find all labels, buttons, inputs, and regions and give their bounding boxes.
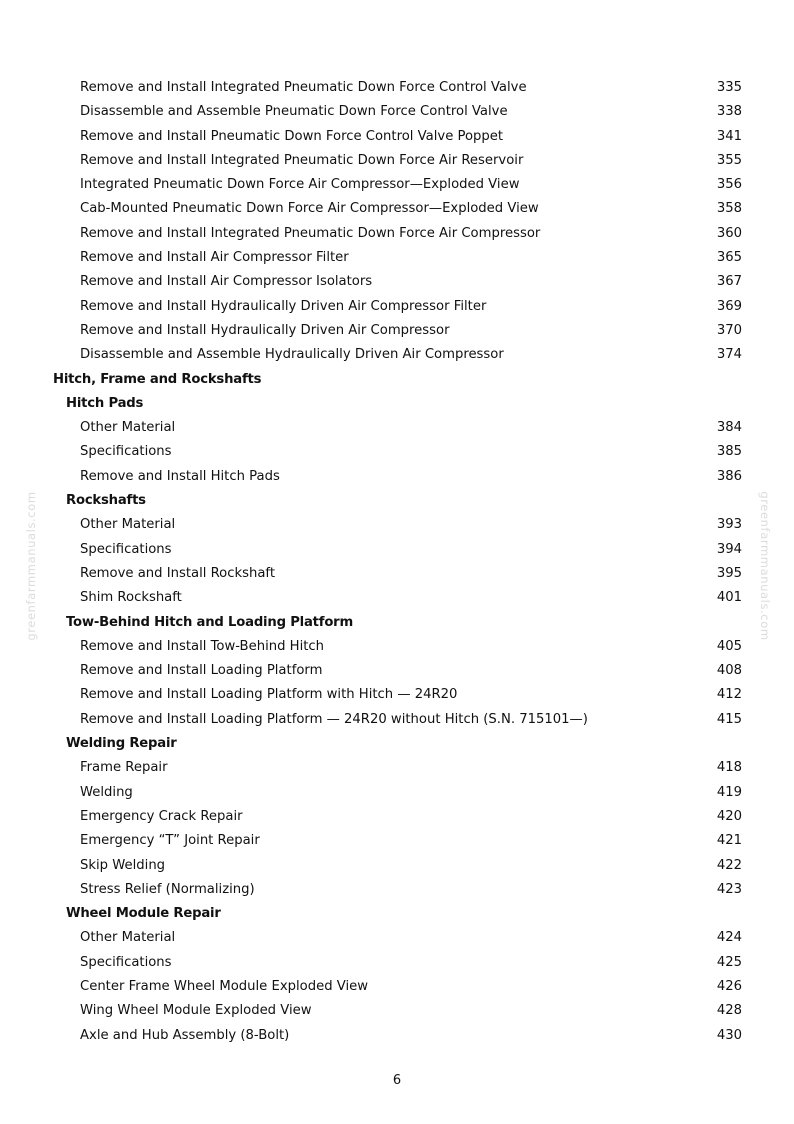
toc-entry-title: Hitch, Frame and Rockshafts xyxy=(53,371,262,387)
toc-entry[interactable] xyxy=(0,562,794,586)
toc-entry-page: 341 xyxy=(716,128,742,144)
toc-entry[interactable] xyxy=(0,173,794,197)
toc-entry-page: 384 xyxy=(716,420,742,436)
toc-entry[interactable] xyxy=(0,440,794,464)
toc-entry-title: Integrated Pneumatic Down Force Air Compressor—Exploded View xyxy=(80,177,520,193)
toc-entry-page: 369 xyxy=(716,298,742,314)
toc-entry[interactable] xyxy=(0,683,794,707)
toc-entry[interactable] xyxy=(0,951,794,975)
toc-entry[interactable] xyxy=(0,878,794,902)
toc-entry-title: Disassemble and Assemble Hydraulically Driven Air Compressor xyxy=(80,347,504,363)
toc-entry-title: Remove and Install Loading Platform xyxy=(80,663,323,679)
toc-entry-page: 415 xyxy=(716,711,742,727)
toc-entry[interactable] xyxy=(0,781,794,805)
toc-entry-page: 428 xyxy=(716,1003,742,1019)
toc-entry-title: Axle and Hub Assembly (8-Bolt) xyxy=(80,1027,290,1043)
toc-entry-page: 408 xyxy=(716,663,742,679)
toc-entry-title: Remove and Install Hydraulically Driven Air Compressor xyxy=(80,322,450,338)
toc-entry-title: Remove and Install Pneumatic Down Force Control Valve Poppet xyxy=(80,128,504,144)
toc-entry-title: Remove and Install Hydraulically Driven Air Compressor Filter xyxy=(80,298,487,314)
toc-entry-title: Shim Rockshaft xyxy=(80,590,182,606)
toc-entry-title: Tow-Behind Hitch and Loading Platform xyxy=(66,614,354,630)
toc-subsection-heading[interactable] xyxy=(0,611,794,635)
toc-entry-title: Specifications xyxy=(80,954,172,970)
toc-entry-title: Emergency “T” Joint Repair xyxy=(80,833,260,849)
toc-entry-title: Other Material xyxy=(80,930,176,946)
toc-entry[interactable] xyxy=(0,343,794,367)
toc-entry-title: Hitch Pads xyxy=(66,395,144,411)
toc-entry-page: 422 xyxy=(716,857,742,873)
toc-entry-title: Welding Repair xyxy=(66,736,177,752)
toc-entry-page: 421 xyxy=(716,833,742,849)
toc-entry-title: Remove and Install Integrated Pneumatic Down Force Air Compressor xyxy=(80,225,541,241)
toc-entry[interactable] xyxy=(0,635,794,659)
toc-entry-title: Disassemble and Assemble Pneumatic Down Force Control Valve xyxy=(80,104,508,120)
toc-entry-page: 401 xyxy=(716,590,742,606)
toc-entry-page: 338 xyxy=(716,104,742,120)
toc-entry[interactable] xyxy=(0,756,794,780)
toc-entry[interactable] xyxy=(0,100,794,124)
toc-entry[interactable] xyxy=(0,586,794,610)
toc-entry-page: 355 xyxy=(716,152,742,168)
toc-entry-title: Remove and Install Loading Platform with Hitch — 24R20 xyxy=(80,687,458,703)
toc-entry[interactable] xyxy=(0,538,794,562)
toc-entry-title: Remove and Install Rockshaft xyxy=(80,565,276,581)
toc-entry-title: Other Material xyxy=(80,517,176,533)
toc-subsection-heading[interactable] xyxy=(0,392,794,416)
toc-entry-page: 426 xyxy=(716,978,742,994)
toc-entry-page: 394 xyxy=(716,541,742,557)
toc-entry-page: 374 xyxy=(716,347,742,363)
toc-entry-title: Specifications xyxy=(80,444,172,460)
toc-entry-title: Wheel Module Repair xyxy=(66,906,221,922)
toc-entry[interactable] xyxy=(0,465,794,489)
toc-entry[interactable] xyxy=(0,659,794,683)
toc-entry-page: 395 xyxy=(716,565,742,581)
table-of-contents xyxy=(0,76,794,1048)
toc-entry[interactable] xyxy=(0,1024,794,1048)
toc-entry[interactable] xyxy=(0,197,794,221)
toc-entry[interactable] xyxy=(0,513,794,537)
toc-entry-page: 360 xyxy=(716,225,742,241)
page-number: 6 xyxy=(392,1073,402,1088)
toc-entry-title: Remove and Install Integrated Pneumatic Down Force Air Reservoir xyxy=(80,152,524,168)
toc-subsection-heading[interactable] xyxy=(0,732,794,756)
toc-entry-page: 335 xyxy=(716,80,742,95)
toc-entry[interactable] xyxy=(0,975,794,999)
toc-entry-page: 420 xyxy=(716,808,742,824)
toc-entry-title: Stress Relief (Normalizing) xyxy=(80,881,255,897)
toc-entry-page: 412 xyxy=(716,687,742,703)
toc-entry[interactable] xyxy=(0,926,794,950)
toc-entry-title: Emergency Crack Repair xyxy=(80,808,243,824)
watermark-right: greenfarmmanuals.com xyxy=(758,491,772,641)
toc-entry-title: Frame Repair xyxy=(80,760,168,776)
toc-entry[interactable] xyxy=(0,149,794,173)
watermark-left: greenfarmmanuals.com xyxy=(24,491,38,641)
toc-entry-title: Center Frame Wheel Module Exploded View xyxy=(80,978,369,994)
toc-entry-title: Remove and Install Air Compressor Isolators xyxy=(80,274,373,290)
toc-entry-page: 425 xyxy=(716,954,742,970)
toc-entry[interactable] xyxy=(0,246,794,270)
toc-entry[interactable] xyxy=(0,222,794,246)
toc-entry[interactable] xyxy=(0,319,794,343)
toc-entry[interactable] xyxy=(0,125,794,149)
toc-entry-title: Other Material xyxy=(80,420,176,436)
toc-entry-title: Wing Wheel Module Exploded View xyxy=(80,1003,312,1019)
toc-entry-title: Remove and Install Air Compressor Filter xyxy=(80,250,349,266)
toc-entry-title: Skip Welding xyxy=(80,857,166,873)
toc-entry-page: 365 xyxy=(716,250,742,266)
toc-subsection-heading[interactable] xyxy=(0,489,794,513)
toc-entry-title: Welding xyxy=(80,784,133,800)
toc-entry[interactable] xyxy=(0,999,794,1023)
toc-entry-title: Rockshafts xyxy=(66,493,146,509)
toc-entry[interactable] xyxy=(0,295,794,319)
toc-entry-page: 430 xyxy=(716,1027,742,1043)
toc-entry-title: Remove and Install Integrated Pneumatic Down Force Control Valve xyxy=(80,80,527,95)
toc-entry-page: 386 xyxy=(716,468,742,484)
toc-entry-page: 385 xyxy=(716,444,742,460)
toc-entry-title: Remove and Install Loading Platform — 24R20 without Hitch (S.N. 715101—) xyxy=(80,711,588,727)
toc-entry[interactable] xyxy=(0,854,794,878)
toc-entry-page: 424 xyxy=(716,930,742,946)
toc-entry-title: Cab-Mounted Pneumatic Down Force Air Compressor—Exploded View xyxy=(80,201,539,217)
toc-entry[interactable] xyxy=(0,829,794,853)
toc-entry-page: 418 xyxy=(716,760,742,776)
toc-entry-page: 419 xyxy=(716,784,742,800)
toc-entry[interactable] xyxy=(0,416,794,440)
toc-entry-page: 356 xyxy=(716,177,742,193)
toc-entry-page: 393 xyxy=(716,517,742,533)
toc-entry[interactable] xyxy=(0,76,794,100)
toc-entry-page: 405 xyxy=(716,638,742,654)
toc-entry[interactable] xyxy=(0,708,794,732)
toc-subsection-heading[interactable] xyxy=(0,902,794,926)
toc-entry-title: Remove and Install Hitch Pads xyxy=(80,468,280,484)
toc-entry-title: Remove and Install Tow-Behind Hitch xyxy=(80,638,325,654)
toc-entry[interactable] xyxy=(0,270,794,294)
toc-entry-title: Specifications xyxy=(80,541,172,557)
toc-entry-page: 358 xyxy=(716,201,742,217)
toc-entry-page: 423 xyxy=(716,881,742,897)
toc-section-heading[interactable] xyxy=(0,368,794,392)
toc-entry-page: 367 xyxy=(716,274,742,290)
toc-entry[interactable] xyxy=(0,805,794,829)
toc-entry-page: 370 xyxy=(716,322,742,338)
